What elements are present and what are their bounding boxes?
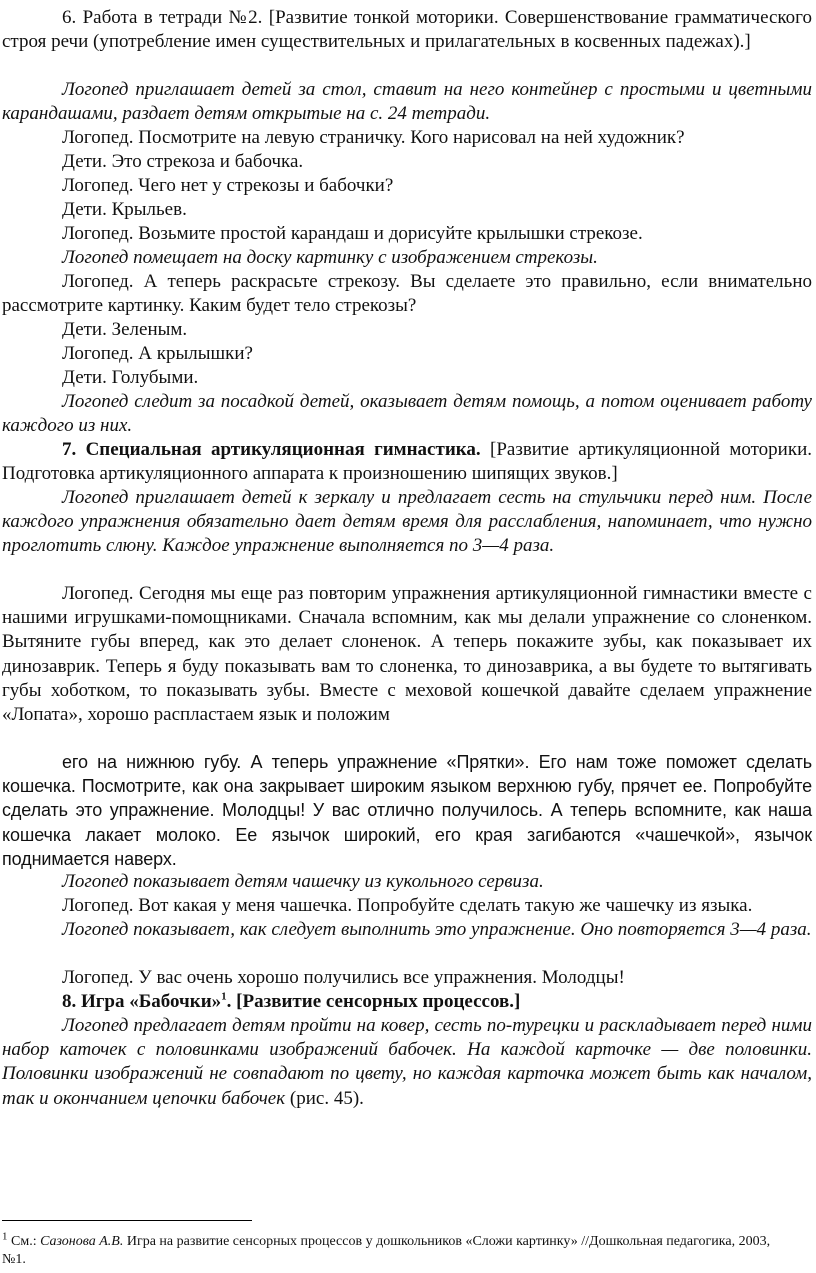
paragraph-dialogue: Логопед. А теперь раскрасьте стрекозу. Вы сделаете это правильно, если внимательно рассмотрите картинку. Каким будет тело стрекозы? [2, 271, 812, 317]
section-8-description: . [Развитие сенсорных процессов.] [226, 991, 521, 1012]
paragraph-instruction: Логопед предлагает детям пройти на ковер, сесть по-турецки и раскладывает перед ними набор каточек с половинками изображений бабочек. На каждой карточке — две половинки. Половинки изображений не совпадают по цвету, но каждая карточка может быть как началом, так и окончанием цепочки бабочек [2, 1015, 812, 1109]
paragraph-instruction: Логопед приглашает детей к зеркалу и предлагает сесть на стульчики перед ним. После каждого упражнения обязательно дает детям время для расслабления, напоминает, что нужно проглотить слюну. Каждое упражнение выполняется по 3—4 раза. [2, 487, 812, 557]
footnote-divider [2, 1220, 252, 1221]
paragraph-speech: Логопед. Сегодня мы еще раз повторим упражнения артикуляционной гимнастики вместе с нашими игрушками-помощниками. Сначала вспомним, как мы делали упражнение со слоненком. Вытяните губы вперед, как это делает слоненок. А теперь покажите зубы, как показывает их динозаврик. Теперь я буду показывать вам то слоненка, то динозаврика, а вы будете то вытягивать губы хоботком, то показывать зубы. Вместе с меховой кошечкой давайте сделаем упражнение «Лопата», хорошо распластаем язык и положим [2, 583, 812, 726]
paragraph-dialogue: Логопед. Вот какая у меня чашечка. Попробуйте сделать такую же чашечку из языка. [62, 895, 753, 916]
footnote-number: 1 [2, 1230, 8, 1243]
paragraph-dialogue: Логопед. Чего нет у стрекозы и бабочки? [62, 175, 394, 196]
paragraph-6-heading: 6. Работа в тетради №2. [Развитие тонкой моторики. Совершенствование грамматического строя речи (употребление имен существительных и прилагательных в косвенных падежах).] [2, 7, 812, 53]
section-8-paragraph [2, 1014, 812, 1111]
footnote-prefix: См.: [7, 1234, 41, 1249]
paragraph-dialogue: Логопед. Возьмите простой карандаш и дорисуйте крылышки стрекозе. [62, 223, 643, 244]
footnote-marker: 1 [221, 990, 227, 1003]
paragraph-dialogue: Логопед. Посмотрите на левую страничку. Кого нарисовал на ней художник? [62, 127, 685, 148]
footnote-text: Игра на развитие сенсорных процессов у дошкольников «Сложи картинку» //Дошкольная педагогика, 2003, №1. [2, 1234, 771, 1267]
paragraph-dialogue: Дети. Крыльев. [62, 199, 187, 220]
paragraph-speech-continued: его на нижнюю губу. А теперь упражнение «Прятки». Его нам тоже поможет сделать кошечка. Посмотрите, как она закрывает широким языком верхнюю губу, прячет ее. Попробуйте сделать это упражнение. Молодцы! У вас отлично получилось. А теперь вспомните, как наша кошечка лакает молоко. Ее язычок широкий, его края загибаются «чашечкой», язычок поднимается наверх. [2, 752, 812, 869]
paragraph-dialogue: Логопед. У вас очень хорошо получились все упражнения. Молодцы! [62, 967, 625, 988]
paragraph-dialogue: Дети. Зеленым. [62, 319, 188, 340]
paragraph-dialogue: Логопед. А крылышки? [62, 343, 253, 364]
figure-reference: (рис. 45). [285, 1087, 364, 1109]
footnote-author: Сазонова А.В. [40, 1234, 124, 1249]
paragraph-instruction: Логопед показывает, как следует выполнить это упражнение. Оно повторяется 3—4 раза. [62, 919, 812, 940]
section-8-title: 8. Игра «Бабочки» [62, 991, 222, 1012]
footnote [2, 1230, 792, 1269]
paragraph-instruction: Логопед следит за посадкой детей, оказывает детям помощь, а потом оценивает работу каждого из них. [2, 391, 812, 437]
paragraph-instruction: Логопед помещает на доску картинку с изображением стрекозы. [62, 247, 598, 268]
paragraph-dialogue: Дети. Голубыми. [62, 367, 199, 388]
section-7-paragraph [2, 438, 812, 486]
paragraph-instruction: Логопед приглашает детей за стол, ставит на него контейнер с простыми и цветными карандашами, раздает детям открытые на с. 24 тетради. [2, 79, 812, 125]
paragraph-instruction: Логопед показывает детям чашечку из кукольного сервиза. [62, 871, 544, 892]
paragraph-dialogue: Дети. Это стрекоза и бабочка. [62, 151, 304, 172]
section-7-description: [Развитие артикуляционной моторики. Подготовка артикуляционного аппарата к произношению шипящих звуков.] [2, 439, 812, 485]
section-7-heading: 7. Специальная артикуляционная гимнастика. [62, 439, 481, 460]
section-8-heading [2, 990, 812, 1014]
